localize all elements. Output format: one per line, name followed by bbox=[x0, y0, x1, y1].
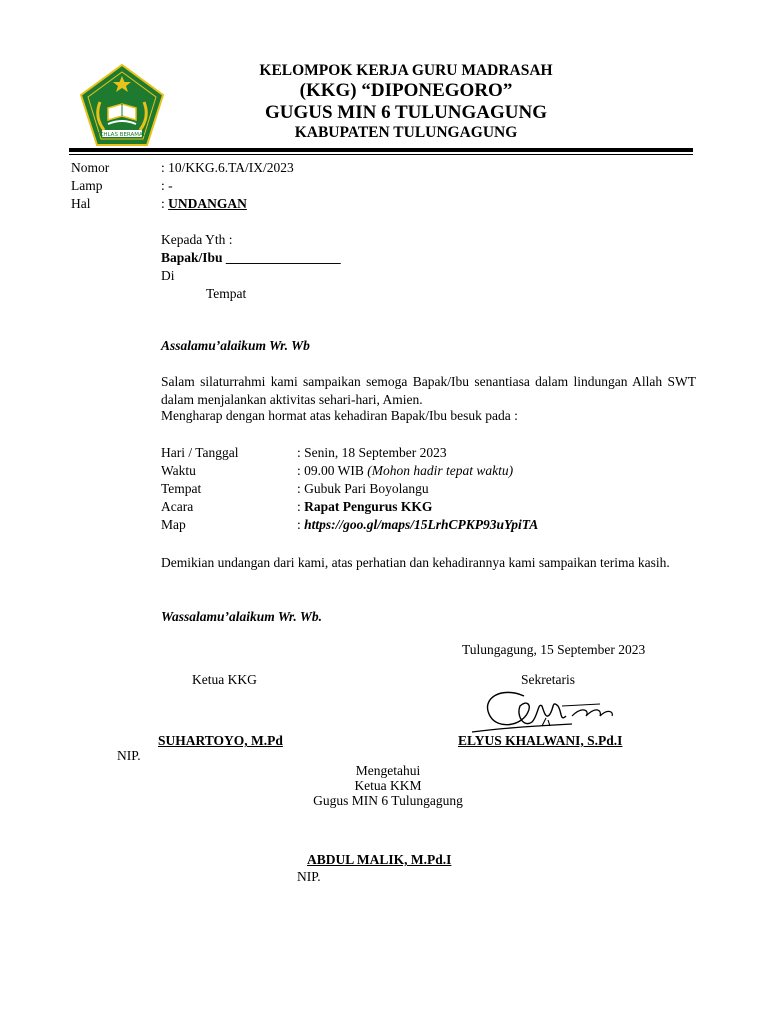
opening-greeting: Assalamu’alaikum Wr. Wb bbox=[161, 338, 310, 353]
detail-map-value bbox=[297, 517, 538, 533]
detail-tempat-value: : Gubuk Pari Boyolangu bbox=[297, 481, 429, 496]
org-name-line1: KELOMPOK KERJA GURU MADRASAH bbox=[259, 62, 553, 79]
meta-nomor-value: : 10/KKG.6.TA/IX/2023 bbox=[161, 160, 294, 175]
signature-icon bbox=[462, 676, 632, 740]
org-name-line4: KABUPATEN TULUNGAGUNG bbox=[294, 124, 518, 141]
ketua-kkg-nip: NIP. bbox=[117, 748, 141, 763]
org-name-line2: (KKG) “DIPONEGORO” bbox=[299, 80, 513, 101]
meta-nomor-label: Nomor bbox=[71, 160, 110, 175]
meta-lamp-label: Lamp bbox=[71, 178, 103, 193]
kkm-title: Ketua KKM bbox=[354, 778, 422, 793]
detail-map-label: Map bbox=[161, 517, 186, 532]
kkm-name: ABDUL MALIK, M.Pd.I bbox=[307, 852, 452, 867]
detail-waktu-label: Waktu bbox=[161, 463, 196, 478]
body-paragraph-1: Salam silaturrahmi kami sampaikan semoga Bapak/Ibu senantiasa dalam lindungan Allah SWT dalam menjalankan aktivitas sehari-hari, Amien. bbox=[161, 374, 696, 407]
detail-waktu-time: : 09.00 WIB bbox=[297, 463, 368, 478]
mengetahui-label: Mengetahui bbox=[355, 763, 421, 778]
detail-acara-value bbox=[297, 499, 432, 515]
detail-tempat-label: Tempat bbox=[161, 481, 202, 496]
kkm-gugus: Gugus MIN 6 Tulungagung bbox=[313, 793, 463, 808]
closing-greeting: Wassalamu’alaikum Wr. Wb. bbox=[161, 609, 323, 624]
header-rule-thick bbox=[69, 148, 693, 152]
detail-acara-prefix: : bbox=[297, 499, 305, 514]
ketua-kkg-title: Ketua KKG bbox=[192, 672, 257, 687]
date-line: Tulungagung, 15 September 2023 bbox=[462, 642, 646, 657]
detail-waktu-note: (Mohon hadir tepat waktu) bbox=[367, 463, 514, 478]
header-rule-thin bbox=[69, 154, 693, 155]
recipient-kepada: Kepada Yth : bbox=[161, 232, 233, 247]
meta-hal-value bbox=[161, 196, 247, 212]
meta-lamp-value: : - bbox=[161, 178, 173, 193]
kemenag-logo bbox=[78, 62, 166, 148]
sekretaris-name: ELYUS KHALWANI, S.Pd.I bbox=[458, 733, 623, 748]
closing-paragraph: Demikian undangan dari kami, atas perhatian dan kehadirannya kami sampaikan terima kasih. bbox=[161, 555, 670, 570]
meta-hal-label: Hal bbox=[71, 196, 91, 211]
detail-waktu-value bbox=[297, 463, 513, 479]
svg-text:IKHLAS BERAMAL: IKHLAS BERAMAL bbox=[98, 132, 146, 138]
sekretaris-title: Sekretaris bbox=[521, 672, 575, 687]
org-name-line3: GUGUS MIN 6 TULUNGAGUNG bbox=[264, 102, 548, 123]
detail-hari-value: : Senin, 18 September 2023 bbox=[297, 445, 447, 460]
detail-acara-label: Acara bbox=[161, 499, 194, 514]
detail-map-prefix: : bbox=[297, 517, 305, 532]
body-paragraph-2: Mengharap dengan hormat atas kehadiran Bapak/Ibu besuk pada : bbox=[161, 408, 518, 423]
kkm-nip: NIP. bbox=[297, 869, 321, 884]
recipient-name: Bapak/Ibu _________________ bbox=[161, 250, 341, 265]
detail-hari-label: Hari / Tanggal bbox=[161, 445, 239, 460]
ketua-kkg-name: SUHARTOYO, M.Pd bbox=[158, 733, 283, 748]
subject: UNDANGAN bbox=[168, 196, 247, 211]
recipient-di: Di bbox=[161, 268, 175, 283]
detail-acara-text: Rapat Pengurus KKG bbox=[304, 499, 433, 514]
recipient-tempat: Tempat bbox=[206, 286, 247, 301]
map-link[interactable]: https://goo.gl/maps/15LrhCPKP93uYpiTA bbox=[304, 517, 539, 532]
meta-hal-prefix: : bbox=[161, 196, 169, 211]
